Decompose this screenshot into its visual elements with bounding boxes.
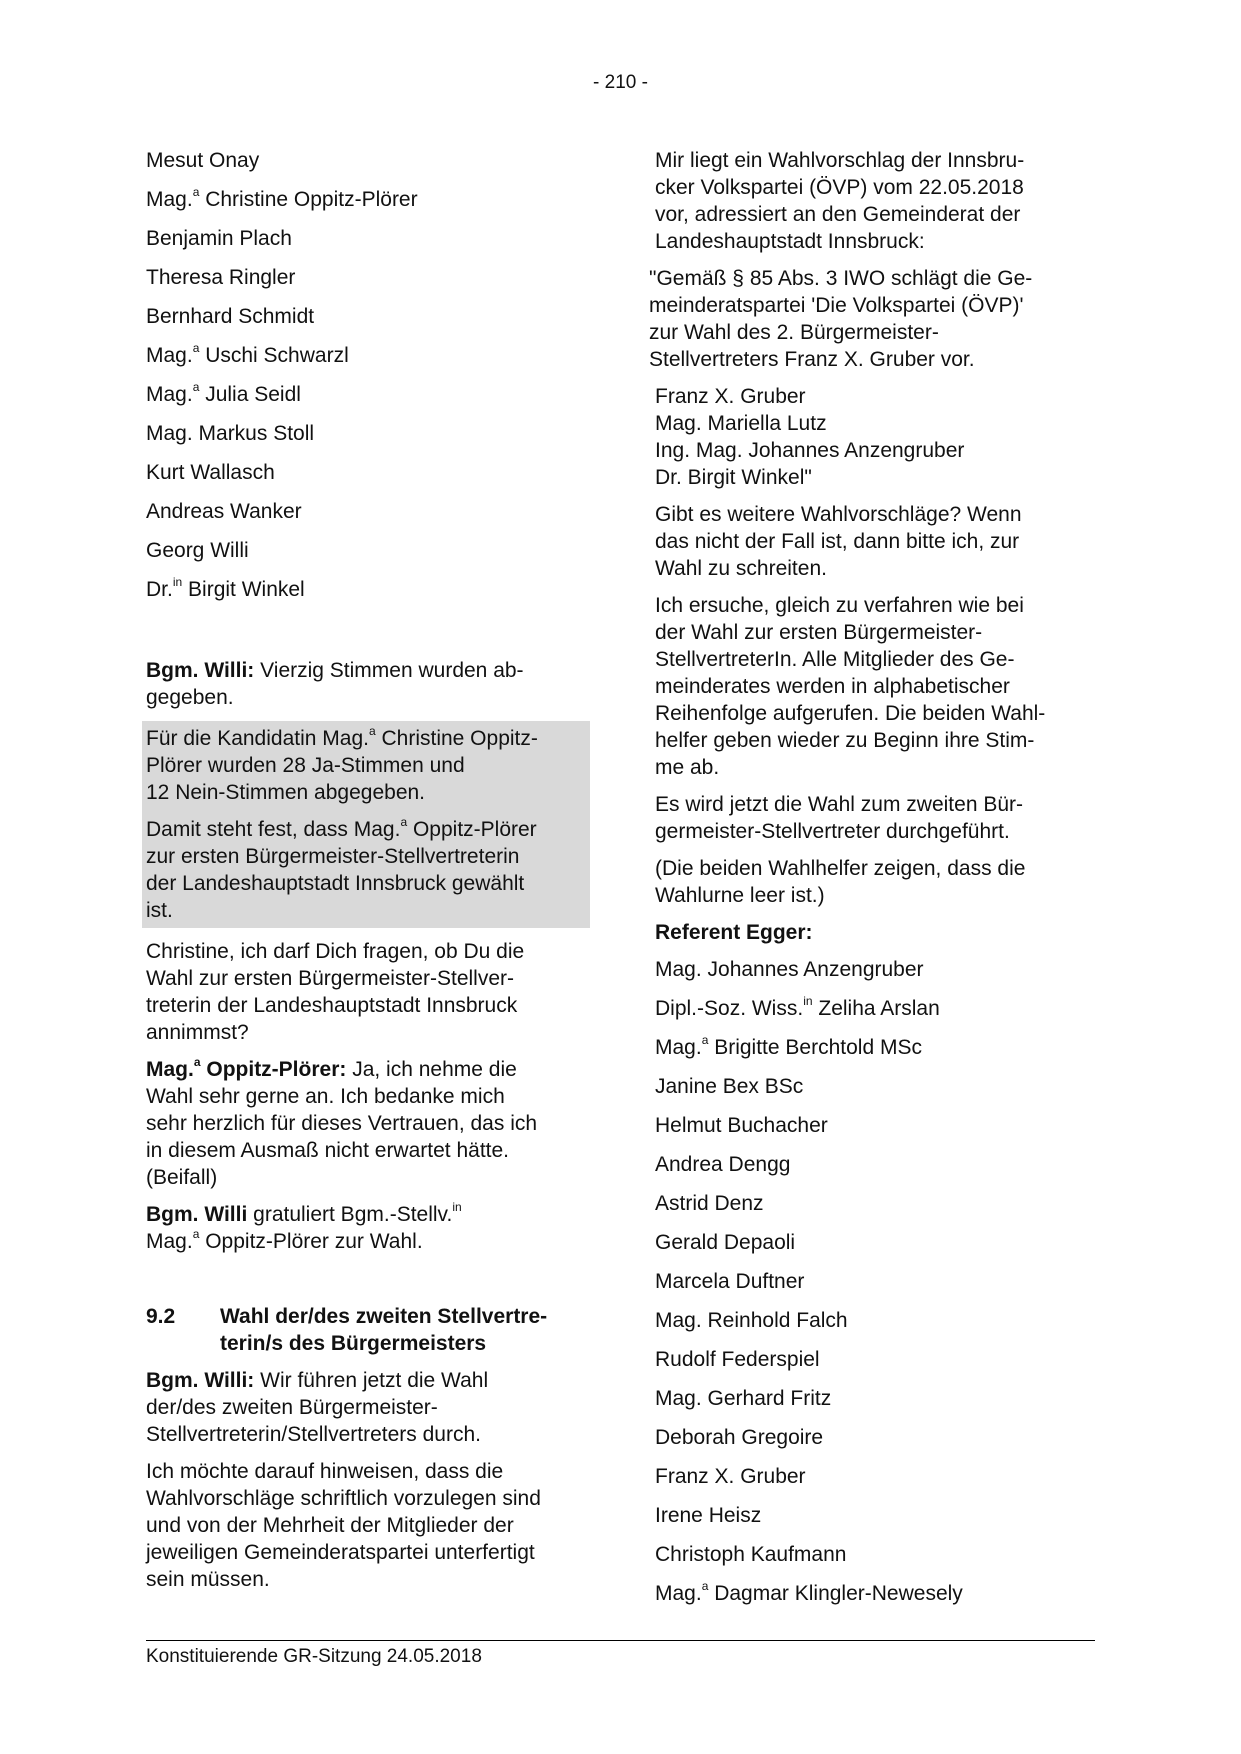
section-number: 9.2 xyxy=(146,1305,176,1328)
paragraph-signatories: Franz X. Gruber Mag. Mariella Lutz Ing. Mag. Johannes Anzengruber Dr. Birgit Winkel" xyxy=(655,385,965,489)
highlighted-result-block xyxy=(142,721,590,928)
paragraph-nomination-rules: Ich möchte darauf hinweisen, dass die Wahlvorschläge schriftlich vorzulegen sind und von der Mehrheit der Mitglieder der jeweiligen Gemeinderatspartei unterfertigt sein müssen. xyxy=(146,1460,541,1591)
list-item: Christoph Kaufmann xyxy=(655,1543,847,1566)
list-item: Janine Bex BSc xyxy=(655,1075,804,1098)
paragraph-procedure: Ich ersuche, gleich zu verfahren wie bei der Wahl zur ersten Bürgermeister- StellvertreterIn. Alle Mitglieder des Ge- meinderates werden in alphabetischer Reihenfolge aufgerufen. Die beiden Wahl- helfer geben wieder zu Beginn ihre Stim- me ab. xyxy=(655,594,1046,779)
list-item: Mag.$^a$ Brigitte Berchtold MSc xyxy=(655,1033,922,1059)
paragraph-congratulation: Bgm. Willi gratuliert Bgm.-Stellv.$^{in}$ Mag.$^a$ Oppitz-Plörer zur Wahl. xyxy=(146,1200,462,1253)
left-name-list xyxy=(146,147,586,603)
paragraph-election-start: Es wird jetzt die Wahl zum zweiten Bür- germeister-Stellvertreter durchgeführt. xyxy=(655,793,1024,843)
list-item: Kurt Wallasch xyxy=(146,461,275,484)
list-item: Georg Willi xyxy=(146,539,249,562)
list-item: Marcela Duftner xyxy=(655,1270,805,1293)
paragraph-votes-cast: Bgm. Willi: Vierzig Stimmen wurden ab- gegeben. xyxy=(146,659,524,709)
list-item: Mag. Johannes Anzengruber xyxy=(655,958,924,981)
list-item: Astrid Denz xyxy=(655,1192,764,1215)
section-title: Wahl der/des zweiten Stellvertre- terin/s des Bürgermeisters xyxy=(220,1305,548,1355)
list-item: Dipl.-Soz. Wiss.$^{in}$ Zeliha Arslan xyxy=(655,994,940,1020)
paragraph-election-confirmed: Damit steht fest, dass Mag.$^a$ Oppitz-Plörer zur ersten Bürgermeister-Stellvertreterin der Landeshauptstadt Innsbruck gewählt ist. xyxy=(146,815,537,922)
paragraph-nomination-received: Mir liegt ein Wahlvorschlag der Innsbru- cker Volkspartei (ÖVP) vom 22.05.2018 vor, adressiert an den Gemeinderat der Landeshauptstadt Innsbruck: xyxy=(655,149,1025,253)
paragraph-vote-result: Für die Kandidatin Mag.$^a$ Christine Oppitz- Plörer wurden 28 Ja-Stimmen und 12 Nein-Stimmen abgegeben. xyxy=(146,724,538,804)
page-number: - 210 - xyxy=(593,72,648,93)
list-item: Franz X. Gruber xyxy=(655,1465,806,1488)
list-item: Mag. Markus Stoll xyxy=(146,422,315,445)
footer-text: Konstituierende GR-Sitzung 24.05.2018 xyxy=(146,1646,482,1667)
list-item: Bernhard Schmidt xyxy=(146,305,315,328)
list-item: Andrea Dengg xyxy=(655,1153,791,1176)
list-item: Irene Heisz xyxy=(655,1504,762,1527)
paragraph-second-election-intro: Bgm. Willi: Wir führen jetzt die Wahl der/des zweiten Bürgermeister- Stellvertreterin/Stellvertreters durch. xyxy=(146,1369,489,1446)
list-item: Benjamin Plach xyxy=(146,227,292,250)
list-item: Andreas Wanker xyxy=(146,500,302,523)
paragraph-nomination-quote: "Gemäß § 85 Abs. 3 IWO schlägt die Ge- meinderatspartei 'Die Volkspartei (ÖVP)' zur Wahl des 2. Bürgermeister- Stellvertreters Franz X. Gruber vor. xyxy=(649,267,1033,371)
footer-divider xyxy=(146,1640,1095,1641)
right-column xyxy=(649,147,1095,1619)
list-item: Mesut Onay xyxy=(146,149,260,172)
list-item: Mag.$^a$ Christine Oppitz-Plörer xyxy=(146,185,418,211)
right-name-list xyxy=(655,956,1095,1607)
list-item: Dr.$^{in}$ Birgit Winkel xyxy=(146,575,305,601)
list-item: Rudolf Federspiel xyxy=(655,1348,820,1371)
paragraph-further-nominations: Gibt es weitere Wahlvorschläge? Wenn das nicht der Fall ist, dann bitte ich, zur Wahl zu schreiten. xyxy=(655,503,1022,580)
list-item: Mag.$^a$ Dagmar Klingler-Newesely xyxy=(655,1579,963,1605)
list-item: Gerald Depaoli xyxy=(655,1231,796,1254)
paragraph-acceptance-answer: Mag.$^a$ Oppitz-Plörer: Ja, ich nehme die Wahl sehr gerne an. Ich bedanke mich sehr herzlich für dieses Vertrauen, das ich in diesem Ausmaß nicht erwartet hätte. (Beifall) xyxy=(146,1055,538,1189)
left-column xyxy=(146,147,586,1603)
list-item: Mag.$^a$ Julia Seidl xyxy=(146,380,301,406)
list-item: Mag. Gerhard Fritz xyxy=(655,1387,832,1410)
list-item: Mag. Reinhold Falch xyxy=(655,1309,848,1332)
list-item: Mag.$^a$ Uschi Schwarzl xyxy=(146,341,349,367)
list-item: Deborah Gregoire xyxy=(655,1426,824,1449)
speaker-referent: Referent Egger: xyxy=(655,921,813,944)
section-heading xyxy=(146,1303,586,1357)
paragraph-urn-empty: (Die beiden Wahlhelfer zeigen, dass die Wahlurne leer ist.) xyxy=(655,857,1026,907)
list-item: Theresa Ringler xyxy=(146,266,296,289)
list-item: Helmut Buchacher xyxy=(655,1114,828,1137)
paragraph-acceptance-question: Christine, ich darf Dich fragen, ob Du die Wahl zur ersten Bürgermeister-Stellver- treterin der Landeshauptstadt Innsbruck annimmst? xyxy=(146,940,525,1044)
